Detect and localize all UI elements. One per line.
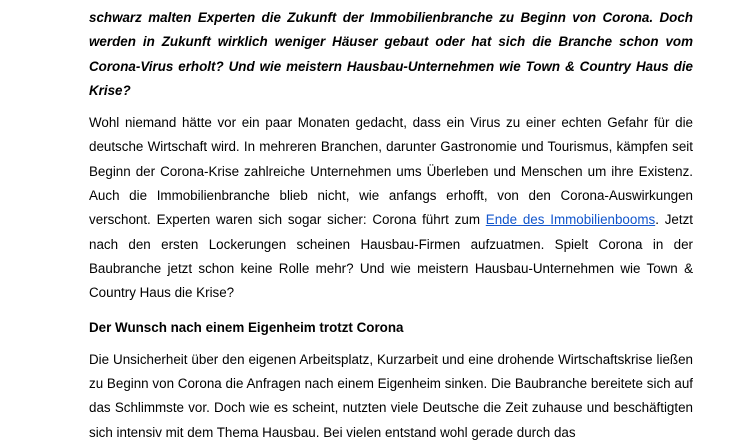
body-paragraph-2: Die Unsicherheit über den eigenen Arbeitsplatz, Kurzarbeit und eine drohende Wirtschaftskrise ließen zu Beginn von Corona die Anfragen nach einem Eigenheim sinken. Die Baubranche bereitete sich auf das Schlimmste vor. Doch wie es scheint, nutzten viele Deutsche die Zeit zuhause und beschäftigten sich intensiv mit dem Thema Hausbau. Bei vielen entstand wohl gerade durch das (89, 351, 693, 440)
document-page (89, 0, 693, 445)
lead-paragraph: schwarz malten Experten die Zukunft der Immobilienbranche zu Beginn von Corona. Doch werden in Zukunft wirklich weniger Häuser gebaut oder hat sich die Branche schon vom Corona-Virus erholt? Und wie meistern Hausbau-Unternehmen wie Town & Country Haus die Krise? (89, 10, 693, 98)
immobilienboom-link[interactable]: Ende des Immobilienbooms (485, 212, 656, 228)
section-heading: Der Wunsch nach einem Eigenheim trotzt Corona (89, 319, 404, 335)
paragraph-1-text-end: . Jetzt nach den ersten Lockerungen scheinen Hausbau-Firmen aufzuatmen. Spielt Corona in der Baubranche jetzt schon keine Rolle mehr? Und wie meistern Hausbau-Unternehmen wie Town & Country Haus die Krise? (89, 212, 693, 301)
body-paragraph-1 (89, 111, 693, 305)
paragraph-1-text-start: Wohl niemand hätte vor ein paar Monaten gedacht, dass ein Virus zu einer echten Gefahr für die deutsche Wirtschaft wird. In mehreren Branchen, darunter Gastronomie und Tourismus, kämpfen seit Beginn der Corona-Krise zahlreiche Unternehmen ums Überleben und Menschen um ihre Existenz. Auch die Immobilienbranche blieb nicht, wie anfangs erhofft, von den Corona-Auswirkungen verschont. Experten waren sich sogar sicher: Corona führt zum (89, 115, 693, 228)
